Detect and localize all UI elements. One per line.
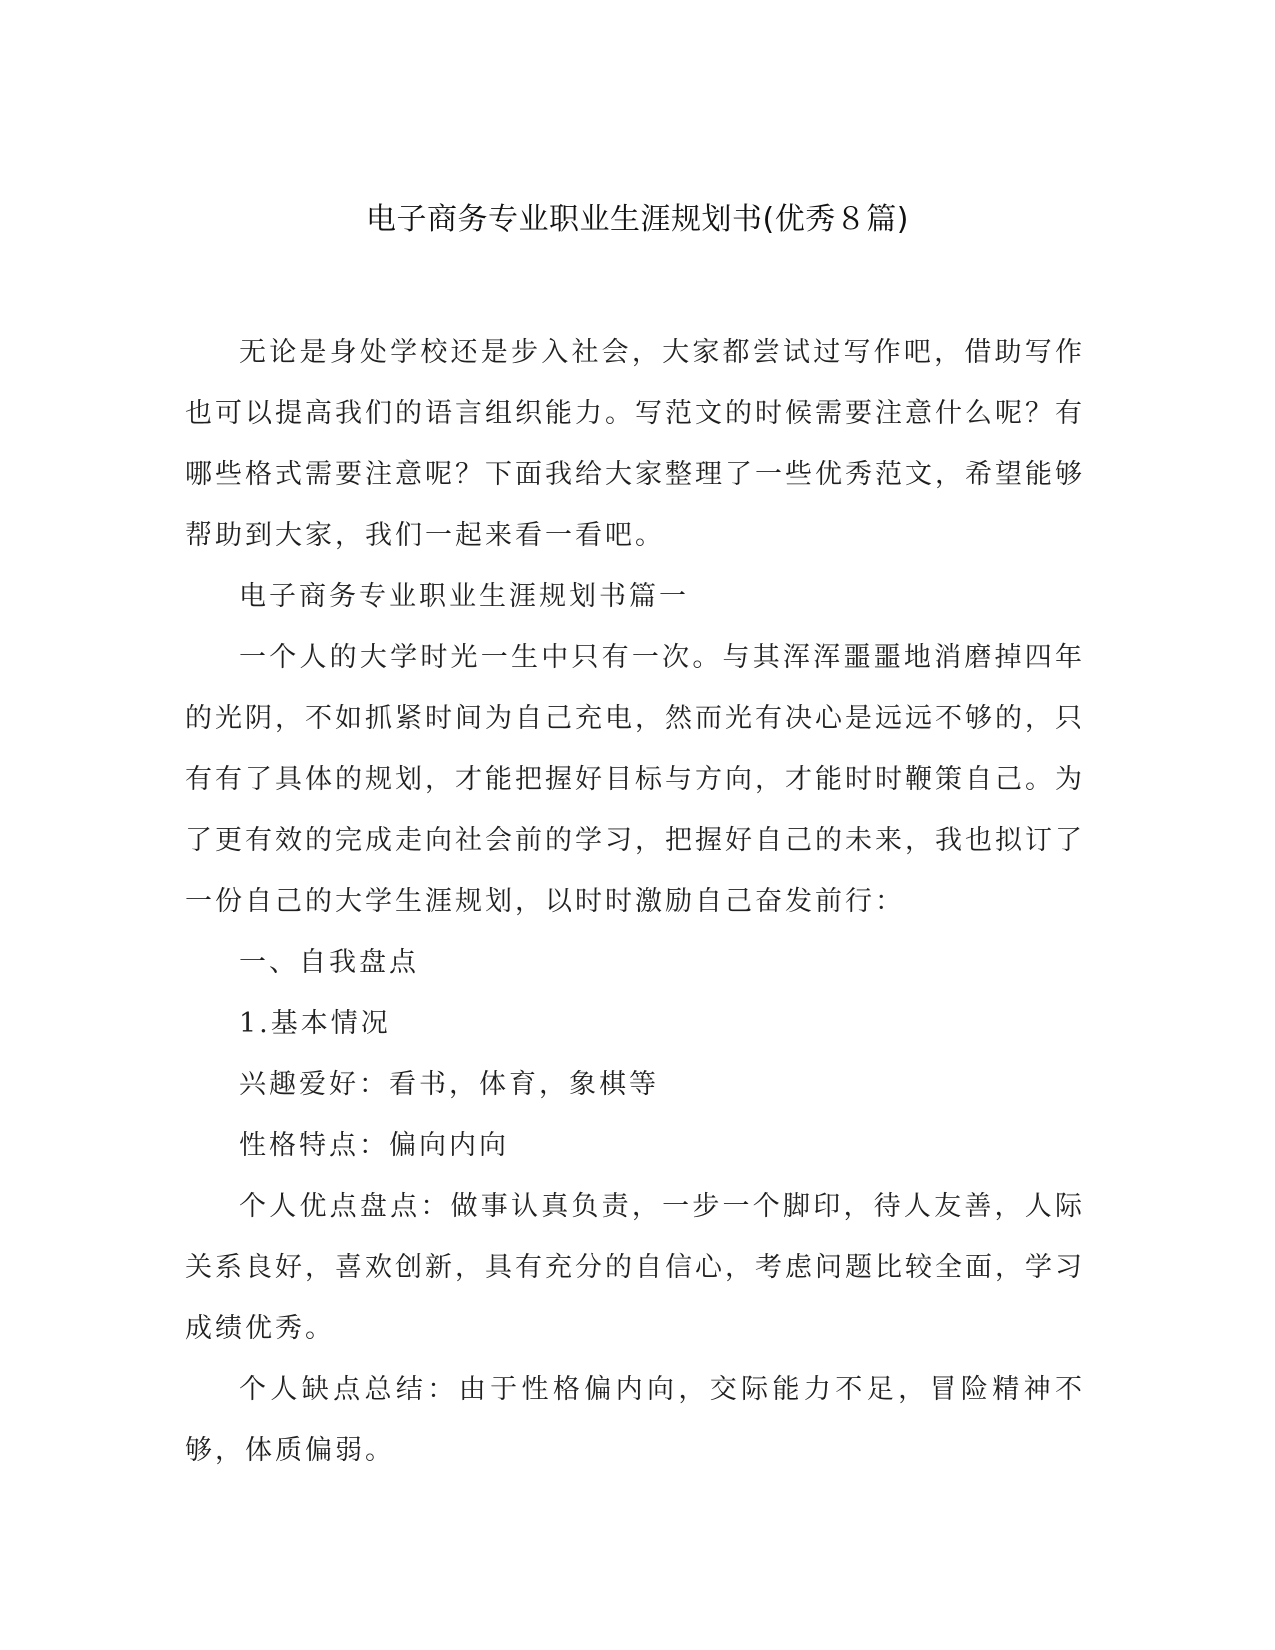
hobbies-line: 兴趣爱好：看书，体育，象棋等 (239, 1069, 659, 1100)
opening-paragraph: 一个人的大学时光一生中只有一次。与其浑浑噩噩地消磨掉四年的光阴，不如抓紧时间为自己充电，然而光有决心是远远不够的，只有有了具体的规划，才能把握好目标与方向，才能时时鞭策自己。为了更有效的完成走向社会前的学习，把握好自己的未来，我也拟订了一份自己的大学生涯规划，以时时激励自己奋发前行： (185, 642, 1085, 917)
intro-paragraph: 无论是身处学校还是步入社会，大家都尝试过写作吧，借助写作也可以提高我们的语言组织能力。写范文的时候需要注意什么呢？有哪些格式需要注意呢？下面我给大家整理了一些优秀范文，希望能够帮助到大家，我们一起来看一看吧。 (185, 337, 1085, 551)
document-title: 电子商务专业职业生涯规划书(优秀８篇) (366, 202, 909, 237)
subsection-heading-basic-info: 1.基本情况 (239, 1008, 391, 1039)
subsection-heading-self-review: 一、自我盘点 (239, 947, 419, 978)
strengths-paragraph: 个人优点盘点：做事认真负责，一步一个脚印，待人友善，人际关系良好，喜欢创新，具有充分的自信心，考虑问题比较全面，学习成绩优秀。 (185, 1191, 1085, 1344)
document-body (185, 322, 1085, 1481)
weaknesses-paragraph: 个人缺点总结：由于性格偏内向，交际能力不足，冒险精神不够，体质偏弱。 (185, 1374, 1085, 1466)
personality-line: 性格特点：偏向内向 (239, 1130, 509, 1161)
section-heading-part-one: 电子商务专业职业生涯规划书篇一 (239, 581, 689, 612)
